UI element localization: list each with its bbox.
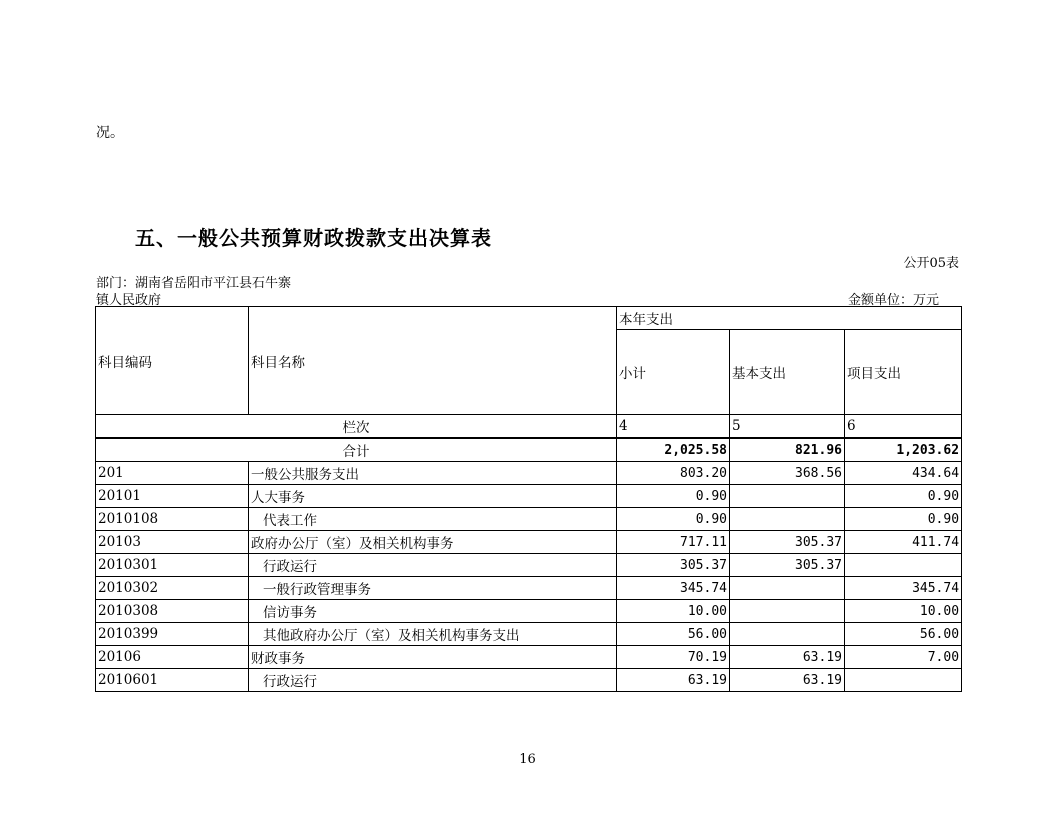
row-name: 一般公共服务支出 xyxy=(249,462,617,485)
table-row xyxy=(96,485,962,508)
row-name: 政府办公厅（室）及相关机构事务 xyxy=(249,531,617,554)
total-project: 1,203.62 xyxy=(845,438,962,462)
row-code: 2010108 xyxy=(96,508,249,531)
page-number: 16 xyxy=(519,752,536,767)
table-row xyxy=(96,462,962,485)
row-basic xyxy=(730,508,845,531)
header-subtotal: 小计 xyxy=(617,330,730,415)
row-subtotal: 56.00 xyxy=(617,623,730,646)
row-project: 7.00 xyxy=(845,646,962,669)
total-basic: 821.96 xyxy=(730,438,845,462)
total-label: 合计 xyxy=(96,438,617,462)
row-code: 20106 xyxy=(96,646,249,669)
table-row xyxy=(96,554,962,577)
row-basic: 368.56 xyxy=(730,462,845,485)
row-code: 2010308 xyxy=(96,600,249,623)
row-project xyxy=(845,554,962,577)
row-basic: 63.19 xyxy=(730,669,845,692)
table-row xyxy=(96,669,962,692)
row-name: 行政运行 xyxy=(249,669,617,692)
row-subtotal: 0.90 xyxy=(617,485,730,508)
amount-unit: 金额单位：万元 xyxy=(847,293,939,308)
row-subtotal: 63.19 xyxy=(617,669,730,692)
col-number-4: 4 xyxy=(617,415,730,439)
col-number-5: 5 xyxy=(730,415,845,439)
row-basic xyxy=(730,485,845,508)
col-number-6: 6 xyxy=(845,415,962,439)
row-code: 2010302 xyxy=(96,577,249,600)
row-name: 一般行政管理事务 xyxy=(249,577,617,600)
row-code: 201 xyxy=(96,462,249,485)
row-code: 2010399 xyxy=(96,623,249,646)
row-project xyxy=(845,669,962,692)
department-line-2: 镇人民政府 xyxy=(96,293,162,308)
row-subtotal: 345.74 xyxy=(617,577,730,600)
row-project: 0.90 xyxy=(845,485,962,508)
row-name: 其他政府办公厅（室）及相关机构事务支出 xyxy=(249,623,617,646)
row-subtotal: 70.19 xyxy=(617,646,730,669)
header-code: 科目编码 xyxy=(96,307,249,415)
table-row xyxy=(96,600,962,623)
total-subtotal: 2,025.58 xyxy=(617,438,730,462)
row-name: 行政运行 xyxy=(249,554,617,577)
row-project: 434.64 xyxy=(845,462,962,485)
row-code: 20101 xyxy=(96,485,249,508)
row-code: 2010601 xyxy=(96,669,249,692)
row-code: 20103 xyxy=(96,531,249,554)
header-basic: 基本支出 xyxy=(730,330,845,415)
table-row xyxy=(96,577,962,600)
row-project: 0.90 xyxy=(845,508,962,531)
row-name: 信访事务 xyxy=(249,600,617,623)
row-name: 代表工作 xyxy=(249,508,617,531)
row-basic: 305.37 xyxy=(730,554,845,577)
page-title: 五、一般公共预算财政拨款支出决算表 xyxy=(135,226,492,250)
row-basic xyxy=(730,623,845,646)
column-label: 栏次 xyxy=(96,415,617,439)
header-project: 项目支出 xyxy=(845,330,962,415)
table-row xyxy=(96,623,962,646)
row-subtotal: 305.37 xyxy=(617,554,730,577)
header-current-year: 本年支出 xyxy=(617,307,962,330)
row-basic xyxy=(730,577,845,600)
row-subtotal: 0.90 xyxy=(617,508,730,531)
row-subtotal: 10.00 xyxy=(617,600,730,623)
table-row xyxy=(96,646,962,669)
row-subtotal: 717.11 xyxy=(617,531,730,554)
row-project: 10.00 xyxy=(845,600,962,623)
row-code: 2010301 xyxy=(96,554,249,577)
row-project: 411.74 xyxy=(845,531,962,554)
form-number: 公开05表 xyxy=(903,256,959,271)
table-row xyxy=(96,531,962,554)
row-basic xyxy=(730,600,845,623)
row-project: 56.00 xyxy=(845,623,962,646)
row-name: 人大事务 xyxy=(249,485,617,508)
continuation-text: 况。 xyxy=(96,125,124,141)
header-name: 科目名称 xyxy=(249,307,617,415)
row-name: 财政事务 xyxy=(249,646,617,669)
row-basic: 63.19 xyxy=(730,646,845,669)
table-row xyxy=(96,508,962,531)
row-subtotal: 803.20 xyxy=(617,462,730,485)
department-line-1: 部门：湖南省岳阳市平江县石牛寨 xyxy=(96,276,292,291)
row-basic: 305.37 xyxy=(730,531,845,554)
expenditure-table xyxy=(95,306,962,692)
row-project: 345.74 xyxy=(845,577,962,600)
